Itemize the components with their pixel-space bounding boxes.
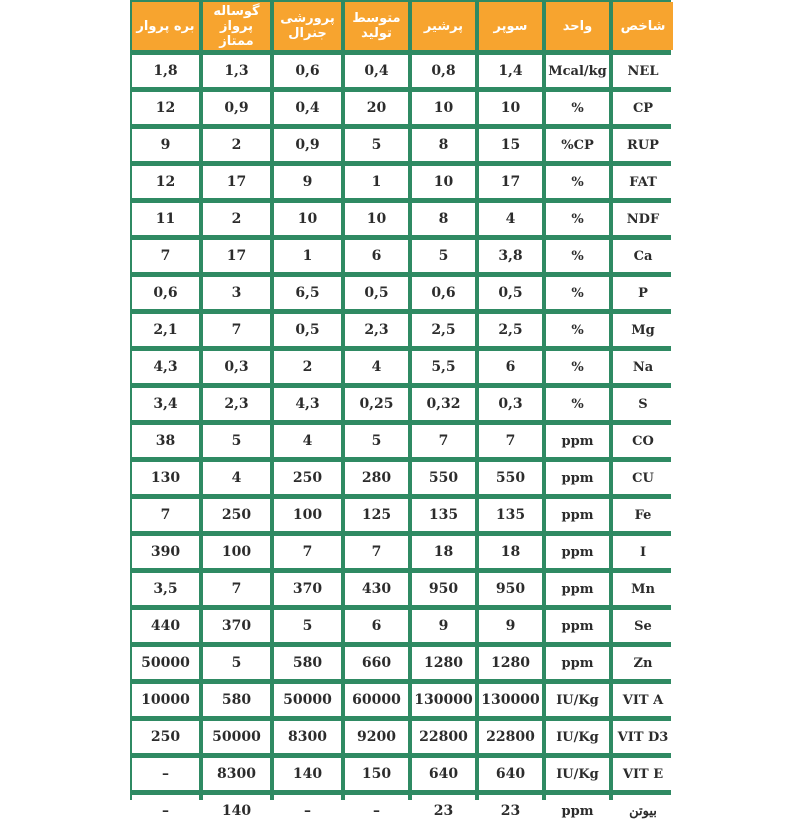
cell-general: 9	[274, 166, 341, 198]
cell-parameter: P	[613, 277, 673, 309]
cell-unit: IU/Kg	[546, 684, 609, 716]
cell-parameter: Ca	[613, 240, 673, 272]
table-row	[132, 684, 673, 716]
cell-medium: 20	[345, 92, 408, 124]
cell-super: 0,3	[479, 388, 542, 420]
cell-medium: 125	[345, 499, 408, 531]
cell-lamb: 2,1	[132, 314, 199, 346]
cell-super: 23	[479, 795, 542, 827]
cell-calf: 140	[203, 795, 270, 827]
cell-high-milk: 8	[412, 129, 475, 161]
cell-high-milk: 8	[412, 203, 475, 235]
table-row	[132, 536, 673, 568]
cell-unit: %	[546, 351, 609, 383]
header-col-general: پرورشی جنرال	[274, 2, 341, 50]
cell-high-milk: 0,32	[412, 388, 475, 420]
cell-super: 1280	[479, 647, 542, 679]
cell-medium: 4	[345, 351, 408, 383]
cell-calf: 2	[203, 203, 270, 235]
cell-lamb: 38	[132, 425, 199, 457]
cell-high-milk: 135	[412, 499, 475, 531]
cell-medium: 6	[345, 240, 408, 272]
table-row	[132, 240, 673, 272]
cell-lamb: 390	[132, 536, 199, 568]
cell-unit: ppm	[546, 647, 609, 679]
table-row	[132, 499, 673, 531]
header-col-medium: متوسط تولید	[345, 2, 408, 50]
cell-super: 3,8	[479, 240, 542, 272]
cell-parameter: FAT	[613, 166, 673, 198]
cell-lamb: 12	[132, 92, 199, 124]
cell-high-milk: 550	[412, 462, 475, 494]
table-row	[132, 277, 673, 309]
cell-super: 9	[479, 610, 542, 642]
cell-calf: 4	[203, 462, 270, 494]
cell-unit: %	[546, 314, 609, 346]
cell-medium: 0,5	[345, 277, 408, 309]
cell-super: 640	[479, 758, 542, 790]
cell-medium: –	[345, 795, 408, 827]
cell-parameter: S	[613, 388, 673, 420]
cell-parameter: Mg	[613, 314, 673, 346]
cell-super: 6	[479, 351, 542, 383]
cell-lamb: –	[132, 758, 199, 790]
cell-unit: ppm	[546, 425, 609, 457]
table-row	[132, 166, 673, 198]
cell-general: 10	[274, 203, 341, 235]
cell-calf: 1,3	[203, 55, 270, 87]
cell-parameter: Mn	[613, 573, 673, 605]
cell-super: 18	[479, 536, 542, 568]
cell-lamb: 130	[132, 462, 199, 494]
cell-high-milk: 2,5	[412, 314, 475, 346]
table-body	[132, 55, 673, 827]
cell-calf: 370	[203, 610, 270, 642]
cell-calf: 3	[203, 277, 270, 309]
cell-unit: %	[546, 388, 609, 420]
cell-high-milk: 0,6	[412, 277, 475, 309]
table-row	[132, 388, 673, 420]
cell-parameter: Na	[613, 351, 673, 383]
cell-parameter: بیوتن	[613, 795, 673, 827]
table-row	[132, 92, 673, 124]
cell-super: 2,5	[479, 314, 542, 346]
cell-parameter: RUP	[613, 129, 673, 161]
cell-super: 1,4	[479, 55, 542, 87]
cell-parameter: CO	[613, 425, 673, 457]
cell-super: 4	[479, 203, 542, 235]
header-col-high-milk: پرشیر	[412, 2, 475, 50]
cell-super: 10	[479, 92, 542, 124]
cell-general: 7	[274, 536, 341, 568]
cell-unit: IU/Kg	[546, 721, 609, 753]
table-row	[132, 425, 673, 457]
cell-parameter: CP	[613, 92, 673, 124]
cell-medium: 660	[345, 647, 408, 679]
cell-general: 250	[274, 462, 341, 494]
header-col-super: سوپر	[479, 2, 542, 50]
table-row	[132, 573, 673, 605]
cell-medium: 10	[345, 203, 408, 235]
cell-lamb: 440	[132, 610, 199, 642]
cell-unit: IU/Kg	[546, 758, 609, 790]
cell-calf: 2,3	[203, 388, 270, 420]
cell-general: 6,5	[274, 277, 341, 309]
cell-high-milk: 5,5	[412, 351, 475, 383]
cell-super: 130000	[479, 684, 542, 716]
cell-lamb: 7	[132, 240, 199, 272]
header-col-unit: واحد	[546, 2, 609, 50]
cell-super: 550	[479, 462, 542, 494]
cell-high-milk: 5	[412, 240, 475, 272]
cell-general: –	[274, 795, 341, 827]
cell-unit: %	[546, 240, 609, 272]
cell-general: 8300	[274, 721, 341, 753]
cell-general: 0,9	[274, 129, 341, 161]
cell-general: 2	[274, 351, 341, 383]
table-row	[132, 610, 673, 642]
cell-medium: 5	[345, 425, 408, 457]
cell-parameter: CU	[613, 462, 673, 494]
cell-calf: 580	[203, 684, 270, 716]
nutrient-table-container	[130, 0, 671, 819]
cell-lamb: 4,3	[132, 351, 199, 383]
cell-medium: 60000	[345, 684, 408, 716]
cell-unit: ppm	[546, 536, 609, 568]
table-row	[132, 314, 673, 346]
cell-lamb: 250	[132, 721, 199, 753]
cell-lamb: 9	[132, 129, 199, 161]
cell-high-milk: 22800	[412, 721, 475, 753]
nutrient-table	[128, 0, 677, 832]
cell-medium: 0,25	[345, 388, 408, 420]
cell-unit: ppm	[546, 462, 609, 494]
cell-lamb: 3,4	[132, 388, 199, 420]
cell-general: 4,3	[274, 388, 341, 420]
table-row	[132, 55, 673, 87]
cell-super: 15	[479, 129, 542, 161]
cell-parameter: I	[613, 536, 673, 568]
cell-general: 1	[274, 240, 341, 272]
table-row	[132, 647, 673, 679]
cell-lamb: 50000	[132, 647, 199, 679]
cell-parameter: Se	[613, 610, 673, 642]
cell-medium: 1	[345, 166, 408, 198]
cell-medium: 9200	[345, 721, 408, 753]
cell-super: 22800	[479, 721, 542, 753]
cell-parameter: VIT E	[613, 758, 673, 790]
cell-lamb: 11	[132, 203, 199, 235]
cell-unit: ppm	[546, 573, 609, 605]
cell-calf: 50000	[203, 721, 270, 753]
cell-general: 370	[274, 573, 341, 605]
cell-medium: 7	[345, 536, 408, 568]
cell-lamb: –	[132, 795, 199, 827]
cell-medium: 0,4	[345, 55, 408, 87]
cell-calf: 5	[203, 647, 270, 679]
cell-calf: 7	[203, 573, 270, 605]
cell-unit: Mcal/kg	[546, 55, 609, 87]
cell-super: 17	[479, 166, 542, 198]
cell-lamb: 10000	[132, 684, 199, 716]
cell-calf: 250	[203, 499, 270, 531]
cell-medium: 280	[345, 462, 408, 494]
cell-parameter: NDF	[613, 203, 673, 235]
cell-unit: %	[546, 166, 609, 198]
cell-super: 0,5	[479, 277, 542, 309]
cell-unit: ppm	[546, 499, 609, 531]
cell-high-milk: 7	[412, 425, 475, 457]
header-row	[132, 2, 673, 50]
cell-unit: ppm	[546, 610, 609, 642]
cell-high-milk: 9	[412, 610, 475, 642]
cell-calf: 0,3	[203, 351, 270, 383]
cell-super: 950	[479, 573, 542, 605]
table-row	[132, 462, 673, 494]
cell-unit: %	[546, 203, 609, 235]
cell-medium: 2,3	[345, 314, 408, 346]
cell-lamb: 3,5	[132, 573, 199, 605]
table-row	[132, 721, 673, 753]
cell-high-milk: 10	[412, 166, 475, 198]
cell-calf: 8300	[203, 758, 270, 790]
cell-super: 135	[479, 499, 542, 531]
cell-calf: 100	[203, 536, 270, 568]
cell-calf: 7	[203, 314, 270, 346]
table-row	[132, 203, 673, 235]
cell-high-milk: 10	[412, 92, 475, 124]
cell-calf: 2	[203, 129, 270, 161]
cell-unit: %	[546, 277, 609, 309]
cell-calf: 17	[203, 166, 270, 198]
cell-parameter: Zn	[613, 647, 673, 679]
cell-calf: 5	[203, 425, 270, 457]
cell-lamb: 12	[132, 166, 199, 198]
header-col-parameter: شاخص	[613, 2, 673, 50]
cell-calf: 0,9	[203, 92, 270, 124]
table-row	[132, 758, 673, 790]
cell-general: 580	[274, 647, 341, 679]
cell-high-milk: 130000	[412, 684, 475, 716]
cell-calf: 17	[203, 240, 270, 272]
cell-unit: ppm	[546, 795, 609, 827]
header-col-lamb: بره پروار	[132, 2, 199, 50]
cell-lamb: 0,6	[132, 277, 199, 309]
cell-high-milk: 0,8	[412, 55, 475, 87]
cell-parameter: NEL	[613, 55, 673, 87]
cell-lamb: 1,8	[132, 55, 199, 87]
cell-super: 7	[479, 425, 542, 457]
cell-unit: %	[546, 92, 609, 124]
table-row	[132, 351, 673, 383]
cell-high-milk: 18	[412, 536, 475, 568]
table-row	[132, 129, 673, 161]
cell-general: 140	[274, 758, 341, 790]
cell-high-milk: 1280	[412, 647, 475, 679]
cell-general: 0,4	[274, 92, 341, 124]
cell-parameter: VIT A	[613, 684, 673, 716]
cell-general: 4	[274, 425, 341, 457]
cell-general: 50000	[274, 684, 341, 716]
cell-parameter: Fe	[613, 499, 673, 531]
cell-lamb: 7	[132, 499, 199, 531]
cell-parameter: VIT D3	[613, 721, 673, 753]
cell-high-milk: 23	[412, 795, 475, 827]
cell-high-milk: 950	[412, 573, 475, 605]
cell-medium: 150	[345, 758, 408, 790]
cell-general: 0,6	[274, 55, 341, 87]
cell-general: 5	[274, 610, 341, 642]
cell-general: 0,5	[274, 314, 341, 346]
cell-medium: 430	[345, 573, 408, 605]
cell-high-milk: 640	[412, 758, 475, 790]
cell-medium: 5	[345, 129, 408, 161]
cell-general: 100	[274, 499, 341, 531]
cell-unit: %CP	[546, 129, 609, 161]
header-col-calf: گوساله پرواز ممتاز	[203, 2, 270, 50]
table-row	[132, 795, 673, 827]
cell-medium: 6	[345, 610, 408, 642]
